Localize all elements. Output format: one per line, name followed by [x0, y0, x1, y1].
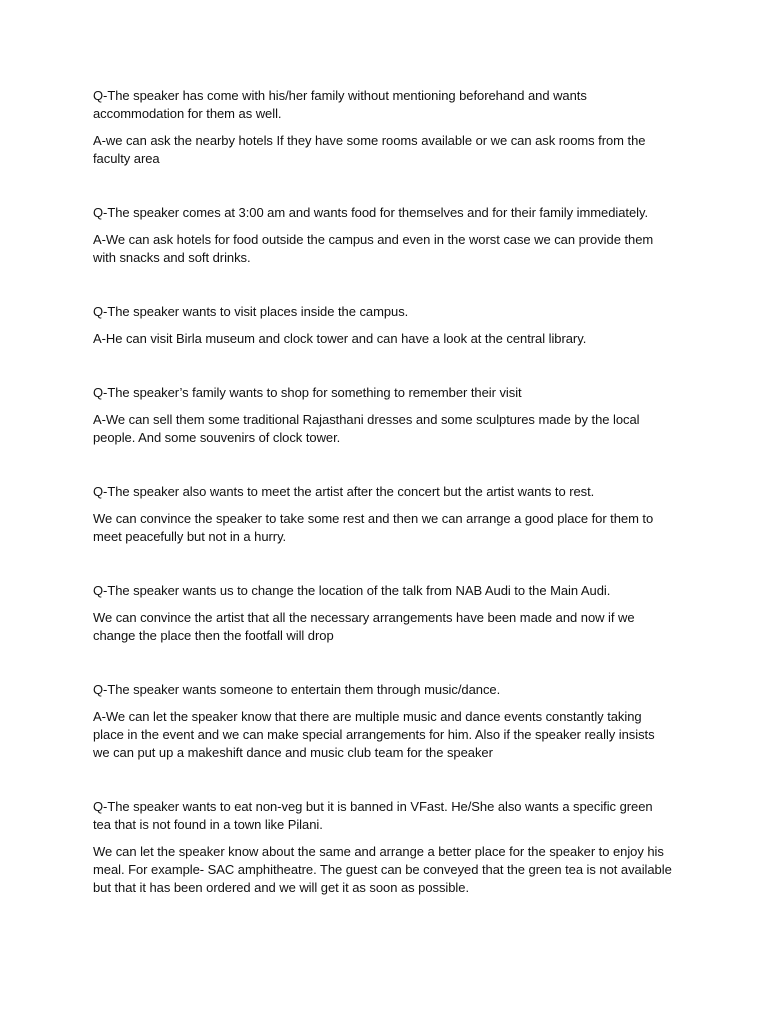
qa-item-2	[93, 204, 673, 267]
answer-text: A-we can ask the nearby hotels If they have some rooms available or we can ask rooms from the faculty area	[93, 133, 646, 166]
answer-text: We can convince the speaker to take some rest and then we can arrange a good place for them to meet peacefully but not in a hurry.	[93, 511, 654, 544]
qa-item-1	[93, 87, 673, 168]
qa-item-8	[93, 798, 673, 897]
answer-text: A-We can sell them some traditional Rajasthani dresses and some sculptures made by the local people. And some souvenirs of clock tower.	[93, 412, 640, 445]
qa-item-5	[93, 483, 673, 546]
question-text: Q-The speaker also wants to meet the artist after the concert but the artist wants to rest.	[93, 484, 595, 499]
answer-text: A-He can visit Birla museum and clock tower and can have a look at the central library.	[93, 331, 587, 346]
question-text: Q-The speaker wants someone to entertain them through music/dance.	[93, 682, 501, 697]
qa-item-3	[93, 303, 673, 348]
answer-text: We can let the speaker know about the same and arrange a better place for the speaker to enjoy his meal. For example- SAC amphitheatre. The guest can be conveyed that the green tea is not available but that it has been ordered and we will get it as soon as possible.	[93, 844, 672, 895]
document-page	[93, 87, 673, 933]
qa-item-4	[93, 384, 673, 447]
question-text: Q-The speaker has come with his/her family without mentioning beforehand and wants accommodation for them as well.	[93, 88, 587, 121]
answer-text: A-We can ask hotels for food outside the campus and even in the worst case we can provide them with snacks and soft drinks.	[93, 232, 654, 265]
question-text: Q-The speaker comes at 3:00 am and wants food for themselves and for their family immediately.	[93, 205, 649, 220]
answer-text: A-We can let the speaker know that there are multiple music and dance events constantly taking place in the event and we can make special arrangements for him. Also if the speaker really insists we can put up a makeshift dance and music club team for the speaker	[93, 709, 655, 760]
question-text: Q-The speaker’s family wants to shop for something to remember their visit	[93, 385, 522, 400]
question-text: Q-The speaker wants to visit places inside the campus.	[93, 304, 409, 319]
qa-item-7	[93, 681, 673, 762]
qa-item-6	[93, 582, 673, 645]
question-text: Q-The speaker wants us to change the location of the talk from NAB Audi to the Main Audi.	[93, 583, 611, 598]
answer-text: We can convince the artist that all the necessary arrangements have been made and now if we change the place then the footfall will drop	[93, 610, 635, 643]
question-text: Q-The speaker wants to eat non-veg but it is banned in VFast. He/She also wants a specific green tea that is not found in a town like Pilani.	[93, 799, 653, 832]
